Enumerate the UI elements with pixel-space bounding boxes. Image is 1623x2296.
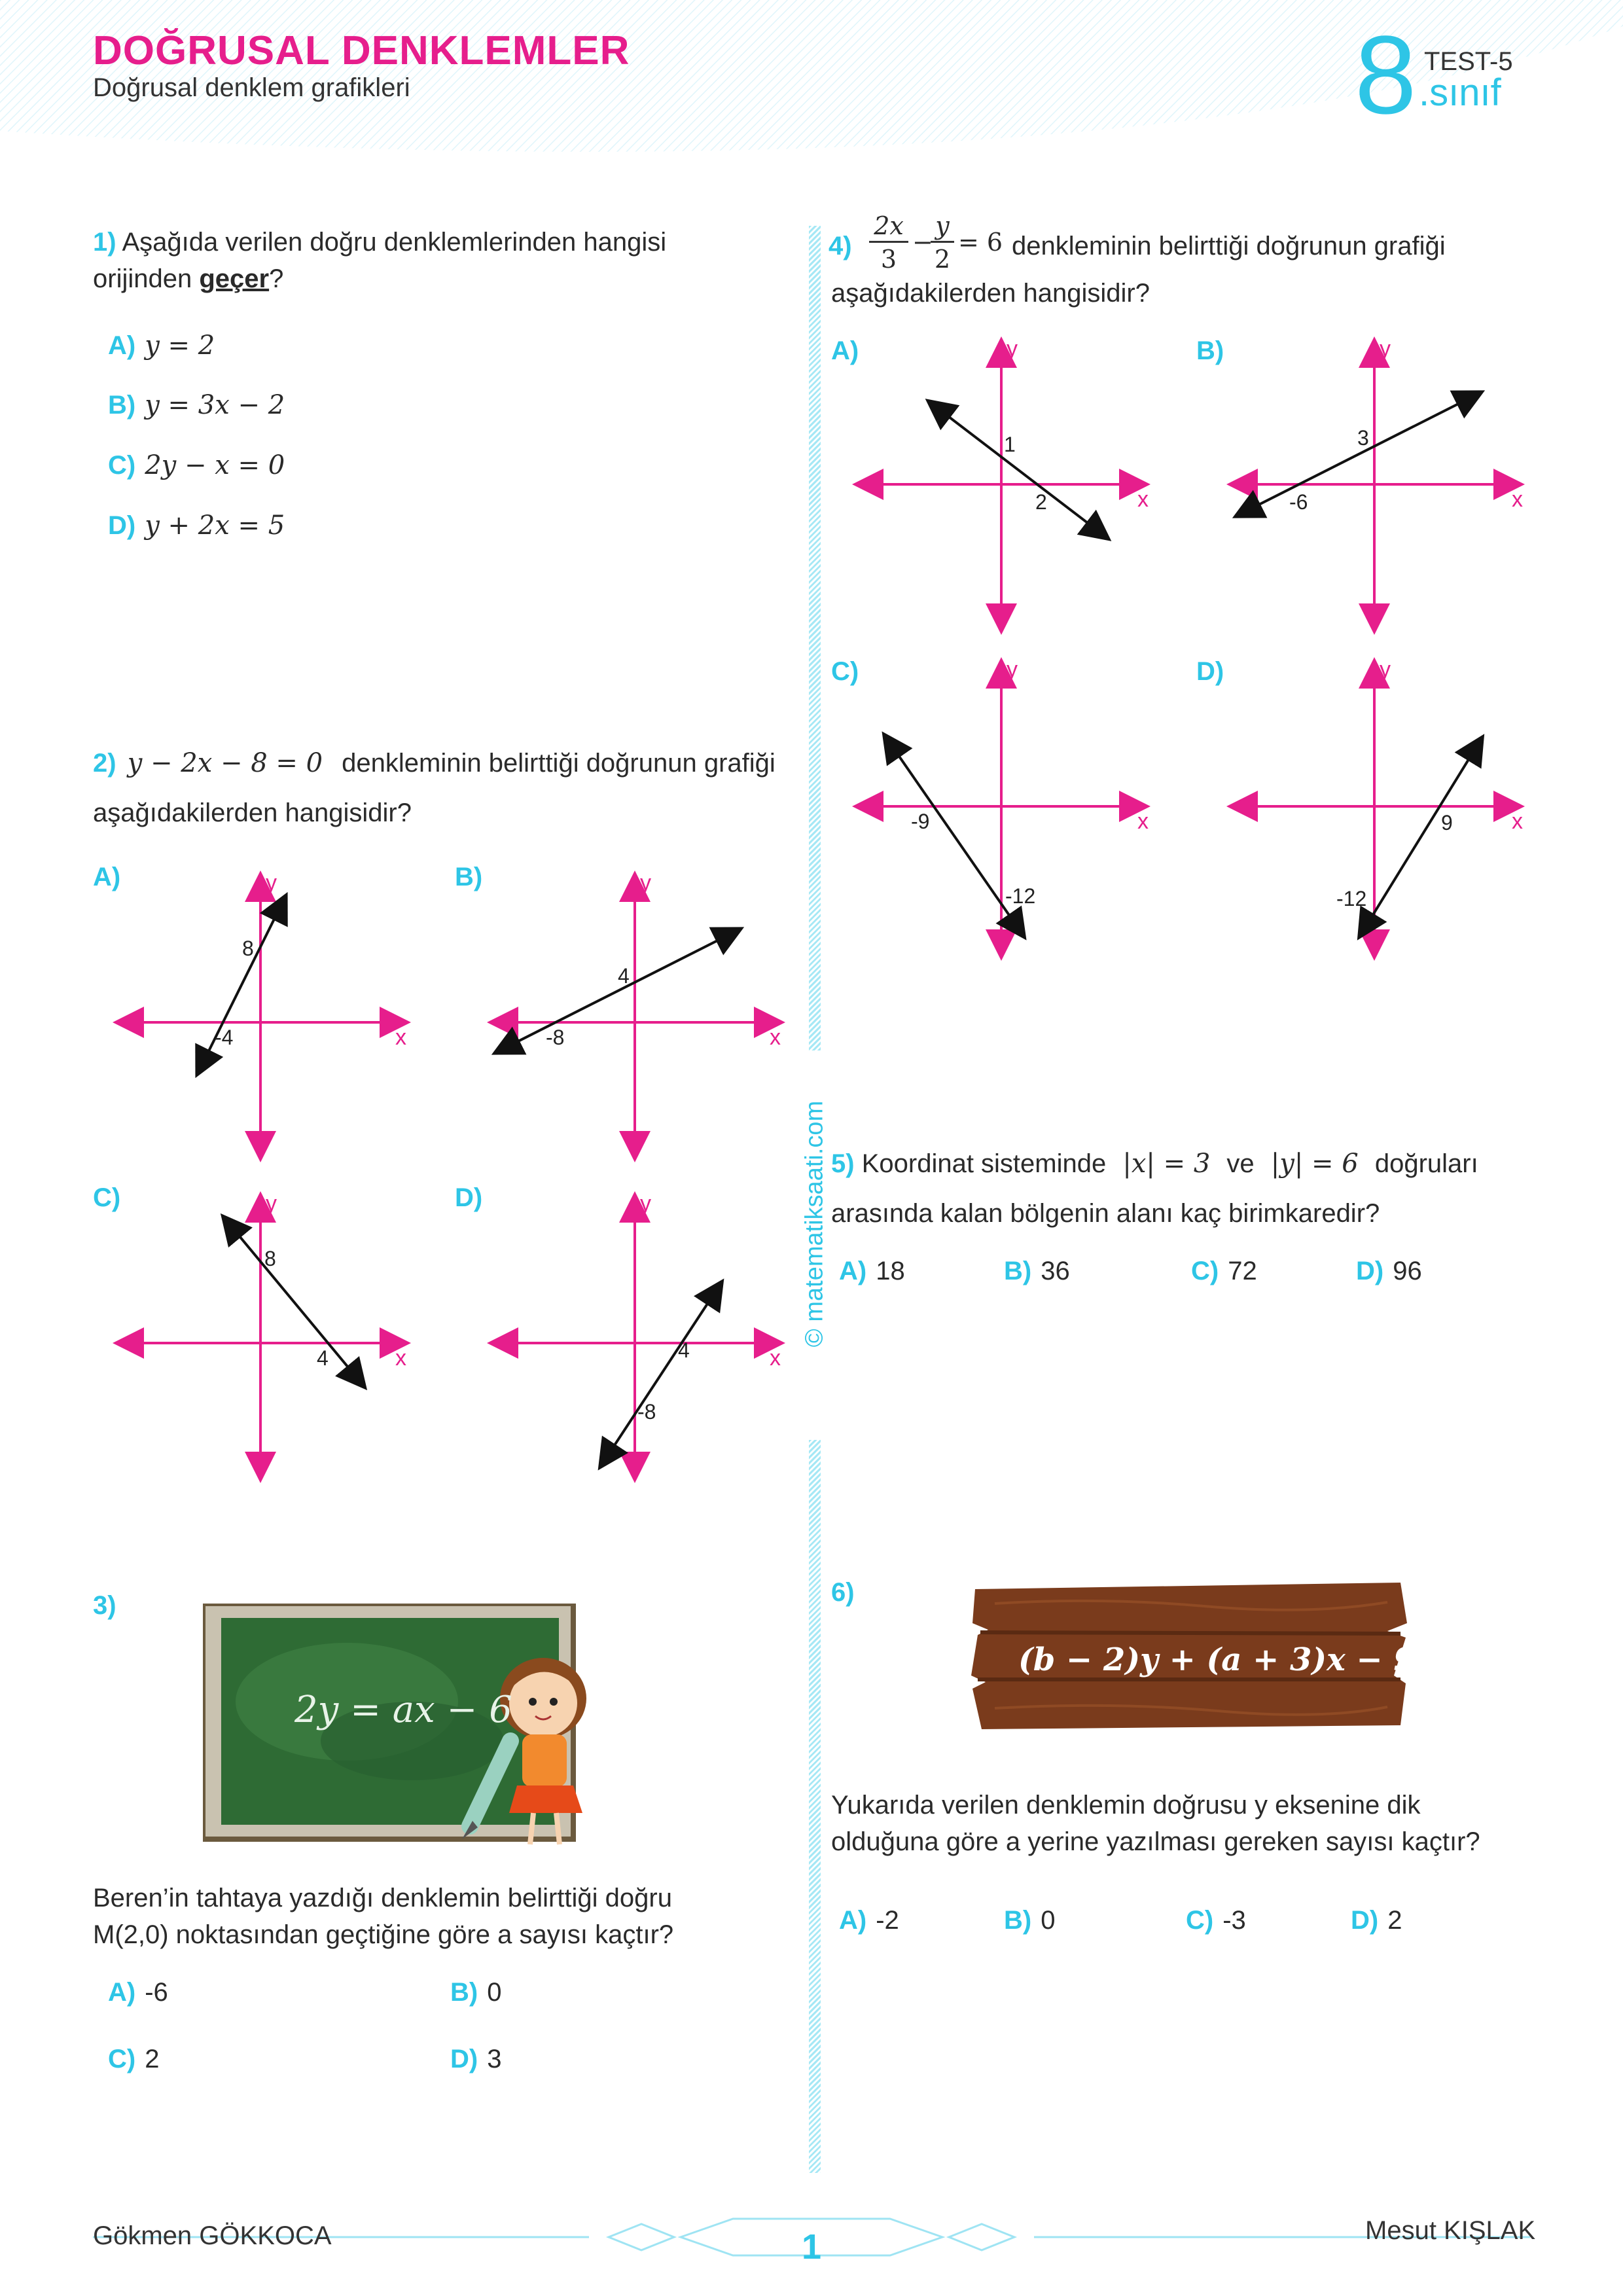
intercept-label: -12	[1005, 884, 1036, 908]
option-label: B)	[1004, 1906, 1032, 1935]
option-c[interactable]	[1191, 1257, 1257, 1286]
option-d[interactable]	[1356, 1257, 1422, 1286]
option-label: B)	[1004, 1257, 1032, 1285]
question-number: 2)	[93, 749, 116, 778]
equation-rhs: = 6	[958, 228, 1003, 257]
y-axis-label: y	[1380, 657, 1391, 682]
option-label: A)	[108, 331, 136, 360]
question-text: ?	[269, 264, 284, 293]
intercept-label: 4	[317, 1346, 329, 1370]
x-axis-label: x	[395, 1346, 406, 1371]
fraction-numerator: 2x	[869, 211, 908, 243]
question-text: olduğuna göre a yerine yazılması gereken sayısı kaçtır?	[831, 1827, 1480, 1856]
question-text: Aşağıda verilen doğru denklemlerinden hangisi	[122, 228, 667, 257]
question-text: denkleminin belirttiği doğrunun grafiği	[1012, 232, 1446, 260]
intercept-label: 4	[678, 1338, 690, 1362]
graph-q4-d[interactable]	[1232, 657, 1523, 956]
question-text: Beren’in tahtaya yazdığı denklemin belirttiği doğru	[93, 1884, 672, 1912]
intercept-label: 1	[1004, 433, 1016, 456]
page-title: DOĞRUSAL DENKLEMLER	[93, 28, 630, 73]
y-axis-label: y	[266, 1191, 277, 1216]
graph-line	[601, 1283, 721, 1466]
option-label: B)	[108, 391, 136, 420]
intercept-label: -4	[215, 1026, 234, 1049]
option-label: C)	[108, 451, 136, 480]
question-text: aşağıdakilerden hangisidir?	[93, 798, 412, 827]
graph-line	[496, 929, 740, 1052]
option-a[interactable]	[839, 1257, 905, 1286]
board-equation: 2y = ax − 6	[294, 1689, 512, 1731]
question-5	[831, 1139, 1584, 1238]
option-c[interactable]	[108, 2045, 159, 2074]
graph-label-b[interactable]: B)	[1196, 336, 1224, 365]
equation-abs-x: |x| = 3	[1122, 1149, 1211, 1179]
option-c[interactable]	[1186, 1906, 1246, 1935]
graph-line	[929, 402, 1107, 538]
x-axis-label: x	[1137, 487, 1149, 512]
option-label: D)	[108, 511, 136, 540]
option-label: C)	[1191, 1257, 1219, 1285]
fraction-y-over-2	[931, 211, 954, 276]
question-6	[831, 1787, 1584, 1860]
graph-label-c[interactable]: C)	[93, 1183, 121, 1212]
option-value: 2	[145, 2045, 160, 2073]
intercept-label: 3	[1357, 426, 1369, 450]
minus-sign: −	[912, 228, 933, 257]
page-number: 1	[801, 2227, 822, 2267]
option-value: -3	[1222, 1906, 1246, 1935]
equation: y − 2x − 8 = 0	[127, 748, 323, 778]
option-label: D)	[450, 2045, 478, 2073]
option-b[interactable]	[450, 1978, 501, 2007]
watermark: © matematiksaati.com	[800, 1100, 829, 1348]
question-text: arasında kalan bölgenin alanı kaç birimkaredir?	[831, 1199, 1380, 1228]
option-value: 2	[1387, 1906, 1402, 1935]
graph-line	[885, 736, 1024, 936]
x-axis-label: x	[1512, 809, 1523, 834]
intercept-label: 4	[618, 964, 630, 988]
option-d[interactable]	[1351, 1906, 1402, 1935]
option-value: -2	[876, 1906, 899, 1935]
graph-label-c[interactable]: C)	[831, 657, 859, 686]
graph-line	[1360, 738, 1482, 936]
option-b[interactable]	[1004, 1906, 1055, 1935]
option-label: A)	[839, 1906, 867, 1935]
y-axis-label: y	[1380, 336, 1391, 361]
intercept-label: 8	[242, 937, 254, 960]
graph-q2-d[interactable]	[492, 1191, 781, 1478]
y-axis-label: y	[640, 870, 651, 895]
intercept-label: 9	[1441, 811, 1453, 834]
graph-q2-b[interactable]	[492, 870, 781, 1157]
intercept-label: 8	[264, 1247, 276, 1270]
option-value: 72	[1228, 1257, 1257, 1285]
fraction-2x-over-3	[869, 211, 908, 276]
x-axis-label: x	[770, 1346, 781, 1371]
option-label: D)	[1351, 1906, 1379, 1935]
option-label: A)	[839, 1257, 867, 1285]
question-text: Koordinat sisteminde	[861, 1149, 1107, 1178]
option-label: C)	[108, 2045, 136, 2073]
intercept-label: -8	[637, 1400, 656, 1424]
x-axis-label: x	[1512, 487, 1523, 512]
option-a[interactable]	[108, 1978, 168, 2007]
question-text: doğruları	[1374, 1149, 1478, 1178]
graph-q4-b[interactable]	[1232, 336, 1523, 630]
option-a[interactable]	[839, 1906, 899, 1935]
x-axis-label: x	[395, 1025, 406, 1050]
question-number-4: 4)	[829, 232, 852, 260]
fraction-denominator: 2	[934, 245, 951, 274]
graph-label-a[interactable]: A)	[93, 863, 121, 891]
intercept-label: -12	[1336, 887, 1367, 910]
y-axis-label: y	[266, 870, 277, 895]
option-label: D)	[1356, 1257, 1384, 1285]
y-axis-label: y	[1007, 336, 1018, 361]
question-text: M(2,0) noktasından geçtiğine göre a sayısı kaçtır?	[93, 1920, 674, 1949]
graph-q4-a[interactable]	[857, 336, 1149, 630]
question-text: ve	[1226, 1149, 1255, 1178]
emphasis-text: geçer	[199, 264, 270, 293]
y-axis-label: y	[640, 1191, 651, 1216]
question-number-3: 3)	[93, 1591, 116, 1620]
grade-number: 8	[1355, 13, 1417, 137]
question-text: orijinden	[93, 264, 200, 293]
footer-left-author: Gökmen GÖKKOCA	[93, 2221, 332, 2250]
option-value: -6	[145, 1978, 168, 2007]
question-number-6: 6)	[831, 1578, 855, 1607]
graph-q2-c[interactable]	[118, 1191, 406, 1478]
intercept-label: -9	[911, 810, 930, 833]
option-value: y + 2x = 5	[145, 511, 285, 541]
sign-equation: (b − 2)y + (a + 3)x − 9 = 0	[1018, 1641, 1486, 1678]
y-axis-label: y	[1007, 657, 1018, 682]
option-d[interactable]	[450, 2045, 501, 2074]
question-3	[93, 1880, 800, 1953]
x-axis-label: x	[770, 1025, 781, 1050]
graph-line	[1237, 393, 1480, 516]
option-value: 0	[1041, 1906, 1056, 1935]
question-text: Yukarıda verilen denklemin doğrusu y eksenine dik	[831, 1791, 1421, 1820]
option-value: 36	[1041, 1257, 1070, 1285]
grade-suffix: .sınıf	[1419, 71, 1501, 114]
graph-line	[224, 1217, 364, 1386]
page-subtitle: Doğrusal denklem grafikleri	[93, 73, 410, 102]
fraction-denominator: 3	[880, 245, 897, 274]
option-value: y = 2	[145, 331, 215, 361]
option-b[interactable]	[1004, 1257, 1070, 1286]
question-text: aşağıdakilerden hangisidir?	[831, 279, 1150, 308]
question-number: 1)	[93, 228, 116, 257]
intercept-label: -6	[1289, 490, 1308, 514]
option-value: 96	[1393, 1257, 1422, 1285]
graph-q4-c[interactable]	[857, 657, 1149, 956]
fraction-numerator: y	[931, 211, 954, 243]
footer-right-author: Mesut KIŞLAK	[1365, 2216, 1536, 2245]
intercept-label: -8	[546, 1026, 565, 1049]
question-number: 5)	[831, 1149, 855, 1178]
option-label: A)	[108, 1978, 136, 2007]
option-label: C)	[1186, 1906, 1214, 1935]
graph-label-d[interactable]: D)	[455, 1183, 483, 1212]
option-value: y = 3x − 2	[145, 390, 285, 420]
graph-label-b[interactable]: B)	[455, 863, 483, 891]
graph-q2-a[interactable]	[118, 870, 406, 1157]
equation-abs-y: |y| = 6	[1270, 1149, 1359, 1179]
graph-line	[198, 897, 285, 1073]
graph-label-d[interactable]: D)	[1196, 657, 1224, 686]
option-value: 18	[876, 1257, 905, 1285]
option-value: 0	[487, 1978, 502, 2007]
question-text: denkleminin belirttiği doğrunun grafiği	[342, 749, 776, 778]
x-axis-label: x	[1137, 809, 1149, 834]
intercept-label: 2	[1035, 490, 1047, 514]
graph-label-a[interactable]: A)	[831, 336, 859, 365]
test-number: TEST-5	[1424, 47, 1513, 76]
option-label: B)	[450, 1978, 478, 2007]
option-value: 2y − x = 0	[145, 450, 285, 480]
option-value: 3	[487, 2045, 502, 2073]
